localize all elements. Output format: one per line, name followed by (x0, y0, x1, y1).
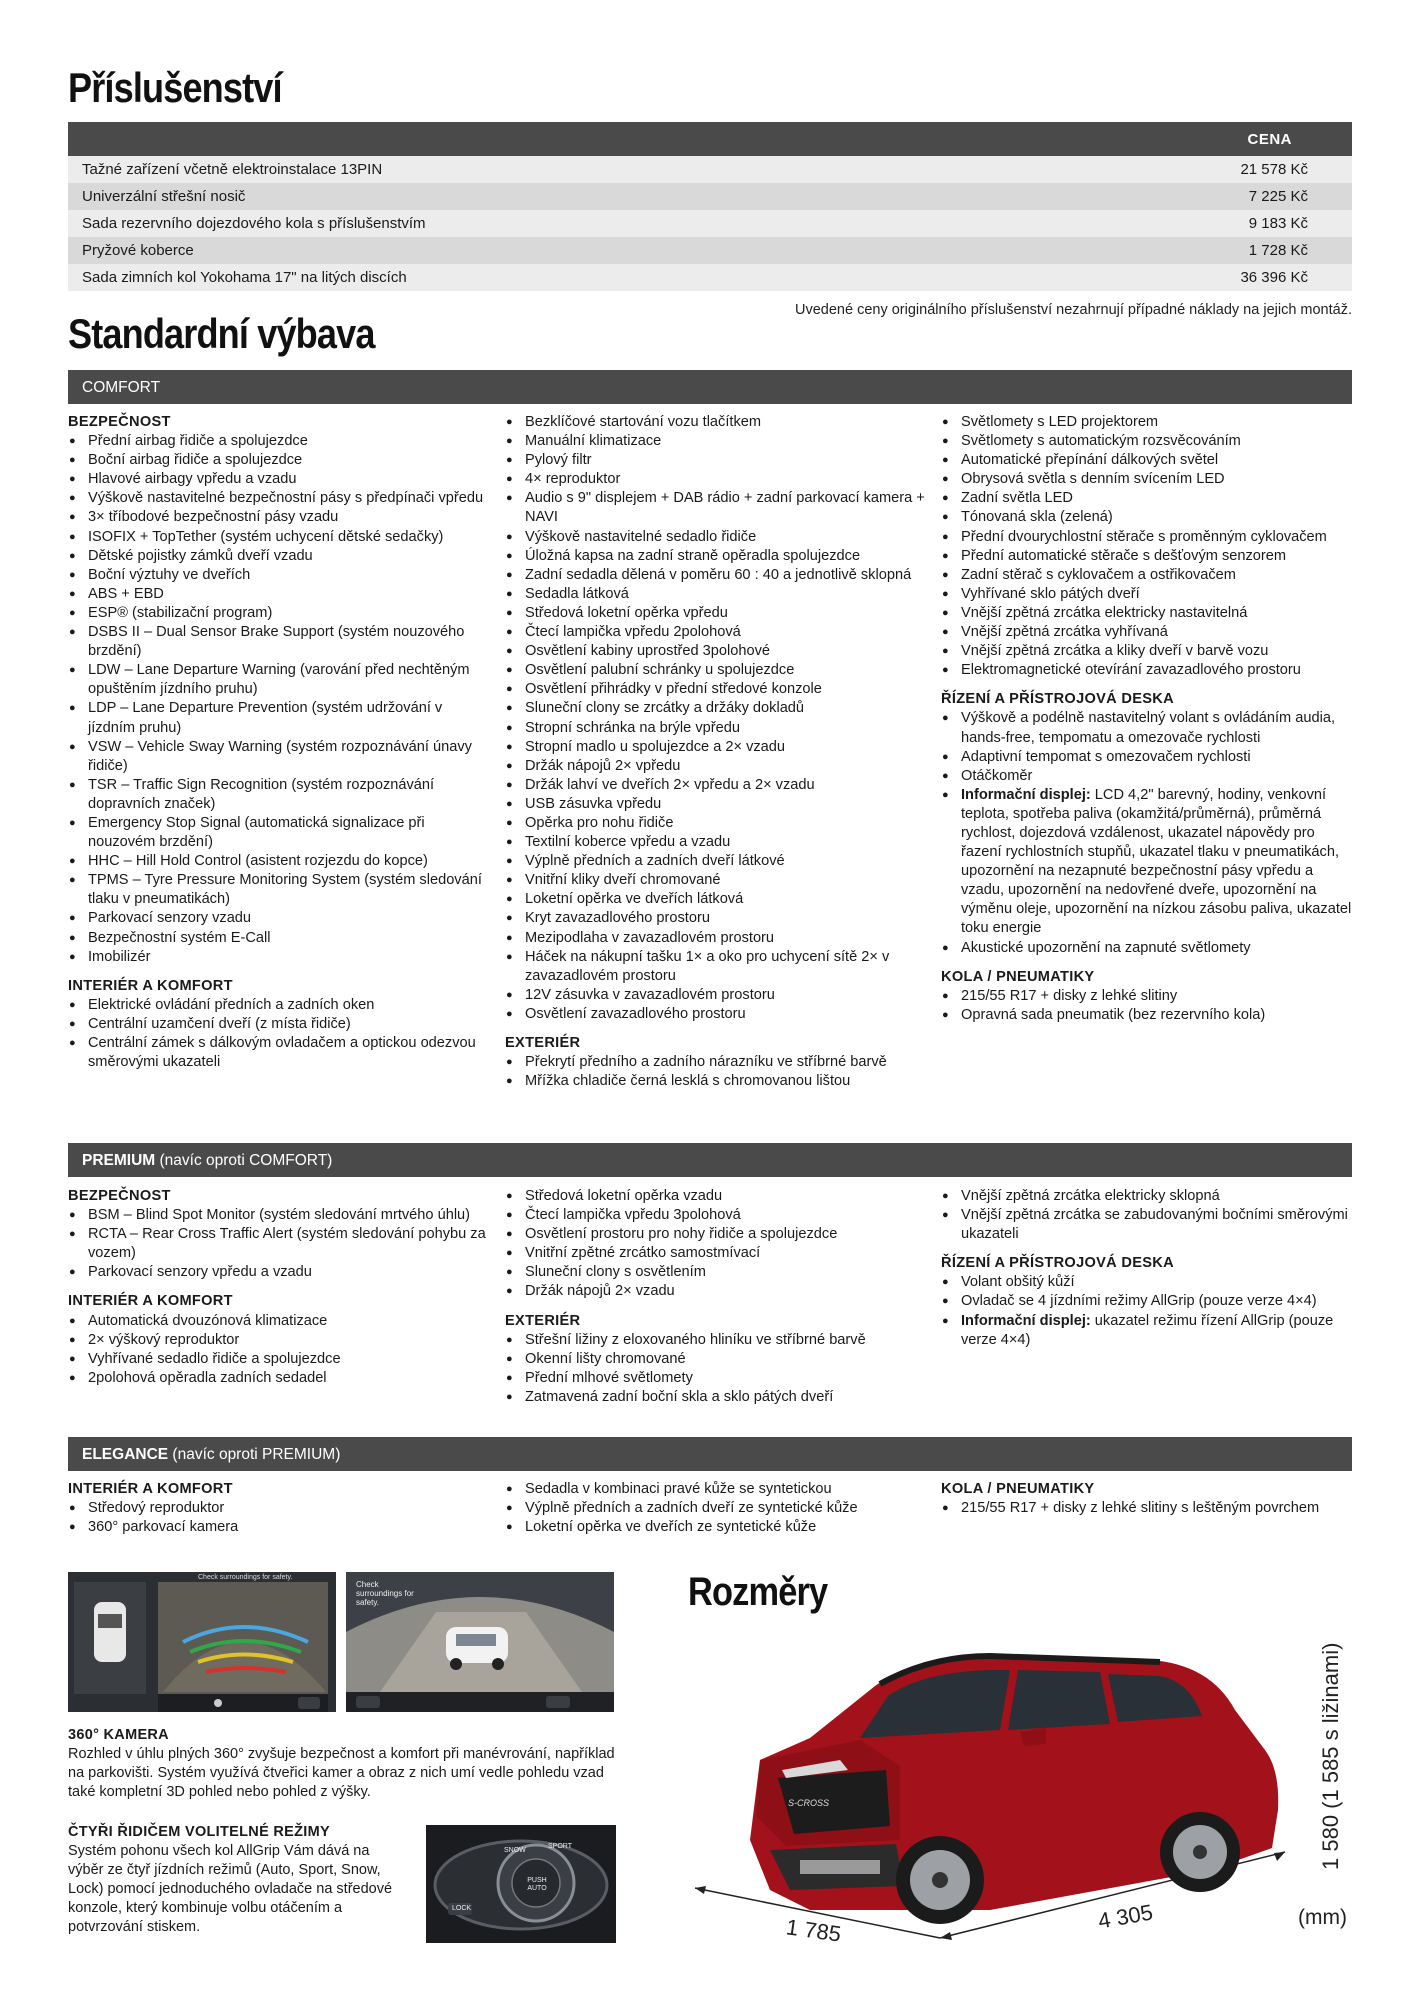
equipment-item: ● Mezipodlaha v zavazadlovém prostoru (505, 929, 925, 948)
equipment-item: ● Výplně předních a zadních dveří látkové (505, 852, 925, 871)
equipment-item-text: ukazatel režimu řízení AllGrip (pouze verze 4×4) (961, 1312, 1334, 1348)
equipment-item: ● Okenní lišty chromované (505, 1350, 925, 1369)
equipment-item: ● Držák nápojů 2× vzadu (505, 1282, 925, 1301)
equipment-item: ● Středová loketní opěrka vpředu (505, 604, 925, 623)
section-heading: KOLA / PNEUMATIKY (941, 1481, 1095, 1497)
knob-label-lock: LOCK (452, 1905, 472, 1912)
equipment-item: ● Stropní madlo u spolujezdce a 2× vzadu (505, 738, 925, 757)
knob-label-snow: SNOW (504, 1847, 526, 1854)
equipment-item: ● Držák nápojů 2× vpředu (505, 757, 925, 776)
equipment-item: ● Osvětlení přihrádky v přední středové konzole (505, 680, 925, 699)
comfort-column-3 (941, 413, 1356, 1025)
camera-screen-2-text: Check surroundings for safety. (356, 1580, 414, 1607)
unit-label: (mm) (1298, 1906, 1347, 1929)
equipment-list (505, 1331, 925, 1407)
equipment-item: ● 215/55 R17 + disky z lehké slitiny (941, 987, 1356, 1006)
camera-screen-photo-2 (346, 1572, 614, 1712)
equipment-list (68, 1206, 488, 1282)
accessory-row (68, 183, 1352, 210)
car-image (690, 1620, 1290, 1950)
equipment-item: ● Loketní opěrka ve dveřích látková (505, 890, 925, 909)
equipment-item: ● Loketní opěrka ve dveřích ze syntetické kůže (505, 1518, 925, 1537)
equipment-list (68, 1312, 488, 1388)
knob-label-sport: SPORT (548, 1843, 572, 1850)
equipment-item: ● Adaptivní tempomat s omezovačem rychlosti (941, 748, 1356, 767)
accessories-note: Uvedené ceny originálního příslušenství nezahrnují případné náklady na jejich montáž. (795, 302, 1352, 318)
equipment-item: ● HHC – Hill Hold Control (asistent rozjezdu do kopce) (68, 852, 488, 871)
equipment-item: ● Středová loketní opěrka vzadu (505, 1187, 925, 1206)
accessory-price: 9 183 Kč (1248, 215, 1308, 232)
premium-column-2 (505, 1187, 925, 1407)
comfort-label: COMFORT (82, 379, 161, 396)
width-dimension: 1 785 (784, 1914, 843, 1947)
equipment-item: ● Otáčkoměr (941, 767, 1356, 786)
accessories-title: Příslušenství (68, 64, 282, 111)
equipment-item: ● Vnější zpětná zrcátka se zabudovanými bočními směrovými ukazateli (941, 1206, 1356, 1244)
equipment-item: ● Vnější zpětná zrcátka a kliky dveří v barvě vozu (941, 642, 1356, 661)
comfort-column-2 (505, 413, 925, 1091)
equipment-item: ● TSR – Traffic Sign Recognition (systém rozpoznávání dopravních značek) (68, 776, 488, 814)
equipment-item: ● 2× výškový reproduktor (68, 1331, 488, 1350)
section-heading: ŘÍZENÍ A PŘÍSTROJOVÁ DESKA (941, 1255, 1174, 1272)
equipment-item: ● 3× tříbodové bezpečnostní pásy vzadu (68, 508, 488, 527)
camera-text: Rozhled v úhlu plných 360° zvyšuje bezpečnost a komfort při manévrování, například na parkovišti. Systém využívá čtveřici kamer a obraz z nich umí vedle pohledu vzad také kompletní 3D pohled nebo pohled z výšky. (68, 1746, 615, 1800)
section-heading: KOLA / PNEUMATIKY (941, 968, 1095, 985)
equipment-item: ● Boční výztuhy ve dveřích (68, 566, 488, 585)
equipment-item: ● Výplně předních a zadních dveří ze syntetické kůže (505, 1499, 925, 1518)
equipment-item: ● Parkovací senzory vpředu a vzadu (68, 1263, 488, 1282)
equipment-item: ● Akustické upozornění na zapnuté světlomety (941, 939, 1356, 958)
equipment-item (941, 1312, 1356, 1350)
equipment-item: ● 12V zásuvka v zavazadlovém prostoru (505, 986, 925, 1005)
equipment-item: ● Vnitřní zpětné zrcátko samostmívací (505, 1244, 925, 1263)
equipment-item: ● Parkovací senzory vzadu (68, 909, 488, 928)
equipment-item: ● Textilní koberce vpředu a vzadu (505, 833, 925, 852)
knob-label-push-auto: PUSH AUTO (527, 1877, 547, 1892)
price-column-header: CENA (1247, 131, 1292, 148)
equipment-item: ● Automatická dvouzónová klimatizace (68, 1312, 488, 1331)
accessory-price: 1 728 Kč (1248, 242, 1308, 259)
length-dimension: 4 305 (1096, 1899, 1155, 1934)
accessory-row (68, 264, 1352, 291)
elegance-column-1 (68, 1480, 488, 1537)
equipment-item: ● Výškově a podélně nastavitelný volant s ovládáním audia, hands-free, tempomatu a omezovače rychlosti (941, 709, 1356, 747)
equipment-item: ● Přední automatické stěrače s dešťovým senzorem (941, 547, 1356, 566)
section-heading: EXTERIÉR (505, 1312, 581, 1329)
equipment-item: ● Osvětlení kabiny uprostřed 3polohové (505, 642, 925, 661)
equipment-item: ● Dětské pojistky zámků dveří vzadu (68, 547, 488, 566)
equipment-item: ● Manuální klimatizace (505, 432, 925, 451)
elegance-bar (68, 1437, 1352, 1471)
equipment-item: ● Držák lahví ve dveřích 2× vpředu a 2× vzadu (505, 776, 925, 795)
premium-label: PREMIUM (82, 1152, 156, 1169)
equipment-list (941, 413, 1356, 680)
equipment-item: ● Bezklíčové startování vozu tlačítkem (505, 413, 925, 432)
equipment-item: ● Vnější zpětná zrcátka elektricky nastavitelná (941, 604, 1356, 623)
equipment-item: ● Světlomety s LED projektorem (941, 413, 1356, 432)
equipment-item: ● Zatmavená zadní boční skla a sklo pátých dveří (505, 1388, 925, 1407)
accessory-price: 7 225 Kč (1248, 188, 1308, 205)
premium-column-3 (941, 1187, 1356, 1350)
equipment-item: ● Přední airbag řidiče a spolujezdce (68, 432, 488, 451)
equipment-item: ● USB zásuvka vpředu (505, 795, 925, 814)
equipment-item: ● Volant obšitý kůží (941, 1273, 1356, 1292)
equipment-list (505, 413, 925, 1024)
accessory-row (68, 156, 1352, 183)
equipment-item: ● Vnější zpětná zrcátka vyhřívaná (941, 623, 1356, 642)
equipment-item: ● Vnitřní kliky dveří chromované (505, 871, 925, 890)
equipment-list (941, 987, 1356, 1025)
equipment-item: ● Stropní schránka na brýle vpředu (505, 719, 925, 738)
modes-caption (68, 1823, 398, 1937)
accessory-name: Sada rezervního dojezdového kola s příslušenstvím (82, 215, 426, 232)
equipment-list (68, 996, 488, 1072)
equipment-item: ● Kryt zavazadlového prostoru (505, 909, 925, 928)
accessory-name: Sada zimních kol Yokohama 17" na litých discích (82, 269, 407, 286)
section-heading: INTERIÉR A KOMFORT (68, 1293, 233, 1310)
equipment-item: ● Audio s 9" displejem + DAB rádio + zadní parkovací kamera + NAVI (505, 489, 925, 527)
elegance-column-3 (941, 1480, 1356, 1518)
equipment-item: ● Centrální zámek s dálkovým ovladačem a optickou odezvou směrovými ukazateli (68, 1034, 488, 1072)
equipment-item: ● Střešní ližiny z eloxovaného hliníku ve stříbrné barvě (505, 1331, 925, 1350)
dimensions-title: Rozměry (688, 1570, 828, 1614)
equipment-item: ● LDW – Lane Departure Warning (varování před nechtěným opuštěním jízdního pruhu) (68, 661, 488, 699)
camera-title: 360° KAMERA (68, 1727, 169, 1743)
equipment-item: ● Světlomety s automatickým rozsvěcováním (941, 432, 1356, 451)
equipment-item: ● Elektrické ovládání předních a zadních oken (68, 996, 488, 1015)
equipment-item: ● Středový reproduktor (68, 1499, 488, 1518)
section-heading: INTERIÉR A KOMFORT (68, 1481, 233, 1497)
equipment-item: ● Osvětlení zavazadlového prostoru (505, 1005, 925, 1024)
equipment-item: ● TPMS – Tyre Pressure Monitoring System (systém sledování tlaku v pneumatikách) (68, 871, 488, 909)
equipment-list (941, 1499, 1356, 1518)
height-dimension: 1 580 (1 585 s ližinami) (1318, 1642, 1343, 1870)
modes-text: Systém pohonu všech kol AllGrip Vám dává na výběr ze čtyř jízdních režimů (Auto, Sport, Snow, Lock) pomocí jednoduchého ovladače na středové konzole, který kombinuje volbu otáčením a potvrzování stiskem. (68, 1843, 393, 1935)
equipment-item: ● Úložná kapsa na zadní straně opěradla spolujezdce (505, 547, 925, 566)
equipment-item: ● Překrytí předního a zadního nárazníku ve stříbrné barvě (505, 1053, 925, 1072)
equipment-item: ● 215/55 R17 + disky z lehké slitiny s leštěným povrchem (941, 1499, 1356, 1518)
equipment-item: ● Elektromagnetické otevírání zavazadlového prostoru (941, 661, 1356, 680)
equipment-item: ● Osvětlení prostoru pro nohy řidiče a spolujezdce (505, 1225, 925, 1244)
equipment-list (941, 1273, 1356, 1349)
equipment-item: ● Obrysová světla s denním svícením LED (941, 470, 1356, 489)
equipment-item: ● RCTA – Rear Cross Traffic Alert (systém sledování pohybu za vozem) (68, 1225, 488, 1263)
equipment-item: ● Emergency Stop Signal (automatická signalizace při nouzovém brzdění) (68, 814, 488, 852)
section-heading: ŘÍZENÍ A PŘÍSTROJOVÁ DESKA (941, 691, 1174, 708)
equipment-item: ● Přední mlhové světlomety (505, 1369, 925, 1388)
accessory-price: 36 396 Kč (1240, 269, 1308, 286)
elegance-label: ELEGANCE (82, 1446, 169, 1463)
equipment-item: ● Sedadla látková (505, 585, 925, 604)
comfort-bar (68, 370, 1352, 404)
equipment-item: ● Přední dvourychlostní stěrače s proměnným cyklovačem (941, 528, 1356, 547)
equipment-item: ● Sedadla v kombinaci pravé kůže se syntetickou (505, 1480, 925, 1499)
equipment-item: ● Zadní světla LED (941, 489, 1356, 508)
equipment-item: ● Výškově nastavitelné sedadlo řidiče (505, 528, 925, 547)
equipment-item-text: LCD 4,2" barevný, hodiny, venkovní teplota, spotřeba paliva (okamžitá/průměrná), průměrná rychlost, dojezdová vzdálenost, ukazatel nápovědy pro řazení rychlostních stupňů, ukazatel tlaku v pneumatikách, upozornění na nezapnuté bezpečnostní pásy vpředu a vzadu, upozornění na nedovřené dveře, upozornění na výměnu oleje, upozornění na nízkou zásobu paliva, ukazatel toku energie (961, 786, 1352, 937)
equipment-list (941, 709, 1356, 957)
equipment-item: ● Čtecí lampička vpředu 3polohová (505, 1206, 925, 1225)
section-heading: INTERIÉR A KOMFORT (68, 977, 233, 994)
equipment-item: ● Centrální uzamčení dveří (z místa řidiče) (68, 1015, 488, 1034)
section-heading: BEZPEČNOST (68, 1188, 171, 1204)
equipment-item-bold: Informační displej: (961, 786, 1091, 803)
accessory-row (68, 210, 1352, 237)
equipment-item: ● ISOFIX + TopTether (systém uchycení dětské sedačky) (68, 528, 488, 547)
standard-equipment-title: Standardní výbava (68, 310, 375, 357)
equipment-list (941, 1187, 1356, 1244)
equipment-item: ● ESP® (stabilizační program) (68, 604, 488, 623)
equipment-list (505, 1053, 925, 1091)
equipment-item: ● Bezpečnostní systém E-Call (68, 929, 488, 948)
equipment-item: ● Zadní stěrač s cyklovačem a ostřikovačem (941, 566, 1356, 585)
car-badge: S-CROSS (788, 1798, 830, 1808)
modes-title: ČTYŘI ŘIDIČEM VOLITELNÉ REŽIMY (68, 1824, 330, 1840)
equipment-item: ● Opravná sada pneumatik (bez rezervního kola) (941, 1006, 1356, 1025)
accessories-table (68, 122, 1352, 291)
equipment-item: ● Automatické přepínání dálkových světel (941, 451, 1356, 470)
accessory-name: Pryžové koberce (82, 242, 194, 259)
accessories-table-header (68, 122, 1352, 156)
equipment-item: ● Háček na nákupní tašku 1× a oko pro uchycení sítě 2× v zavazadlovém prostoru (505, 948, 925, 986)
equipment-list (68, 1499, 488, 1537)
equipment-item: ● Vyhřívané sedadlo řidiče a spolujezdce (68, 1350, 488, 1369)
comfort-column-1 (68, 413, 488, 1072)
elegance-column-2 (505, 1480, 925, 1537)
drive-mode-knob-photo (426, 1825, 616, 1943)
equipment-item: ● 4× reproduktor (505, 470, 925, 489)
equipment-list (68, 432, 488, 967)
equipment-item: ● Boční airbag řidiče a spolujezdce (68, 451, 488, 470)
equipment-item: ● Mřížka chladiče černá lesklá s chromovanou lištou (505, 1072, 925, 1091)
elegance-suffix: (navíc oproti PREMIUM) (168, 1446, 341, 1463)
equipment-item: ● DSBS II – Dual Sensor Brake Support (systém nouzového brzdění) (68, 623, 488, 661)
equipment-item (941, 786, 1356, 939)
equipment-item: ● Vyhřívané sklo pátých dveří (941, 585, 1356, 604)
section-heading: EXTERIÉR (505, 1035, 581, 1051)
equipment-item: ● BSM – Blind Spot Monitor (systém sledování mrtvého úhlu) (68, 1206, 488, 1225)
equipment-item: ● 2polohová opěradla zadních sedadel (68, 1369, 488, 1388)
premium-column-1 (68, 1187, 488, 1388)
equipment-item: ● Pylový filtr (505, 451, 925, 470)
equipment-item: ● Vnější zpětná zrcátka elektricky sklopná (941, 1187, 1356, 1206)
camera-screen-1-text: Check surroundings for safety. (198, 1574, 293, 1581)
equipment-item: ● Imobilizér (68, 948, 488, 967)
equipment-item: ● Výškově nastavitelné bezpečnostní pásy s předpínači vpředu (68, 489, 488, 508)
camera-screen-photo-1 (68, 1572, 336, 1712)
equipment-item: ● Sluneční clony se zrcátky a držáky dokladů (505, 699, 925, 718)
premium-suffix: (navíc oproti COMFORT) (155, 1152, 333, 1169)
equipment-list (505, 1187, 925, 1302)
equipment-item: ● Tónovaná skla (zelená) (941, 508, 1356, 527)
camera-caption (68, 1726, 623, 1802)
equipment-item: ● VSW – Vehicle Sway Warning (systém rozpoznávání únavy řidiče) (68, 738, 488, 776)
equipment-item: ● ABS + EBD (68, 585, 488, 604)
equipment-item: ● Hlavové airbagy vpředu a vzadu (68, 470, 488, 489)
equipment-item: ● LDP – Lane Departure Prevention (systém udržování v jízdním pruhu) (68, 699, 488, 737)
equipment-list (505, 1480, 925, 1537)
accessory-name: Univerzální střešní nosič (82, 188, 246, 205)
accessory-price: 21 578 Kč (1240, 161, 1308, 178)
section-heading: BEZPEČNOST (68, 414, 171, 430)
equipment-item: ● Zadní sedadla dělená v poměru 60 : 40 a jednotlivě sklopná (505, 566, 925, 585)
premium-bar (68, 1143, 1352, 1177)
equipment-item: ● Sluneční clony s osvětlením (505, 1263, 925, 1282)
equipment-item-bold: Informační displej: (961, 1312, 1091, 1329)
equipment-item: ● Osvětlení palubní schránky u spolujezdce (505, 661, 925, 680)
accessory-row (68, 237, 1352, 264)
accessory-name: Tažné zařízení včetně elektroinstalace 13PIN (82, 161, 383, 178)
equipment-item: ● Čtecí lampička vpředu 2polohová (505, 623, 925, 642)
equipment-item: ● 360° parkovací kamera (68, 1518, 488, 1537)
equipment-item: ● Opěrka pro nohu řidiče (505, 814, 925, 833)
equipment-item: ● Ovladač se 4 jízdními režimy AllGrip (pouze verze 4×4) (941, 1292, 1356, 1311)
